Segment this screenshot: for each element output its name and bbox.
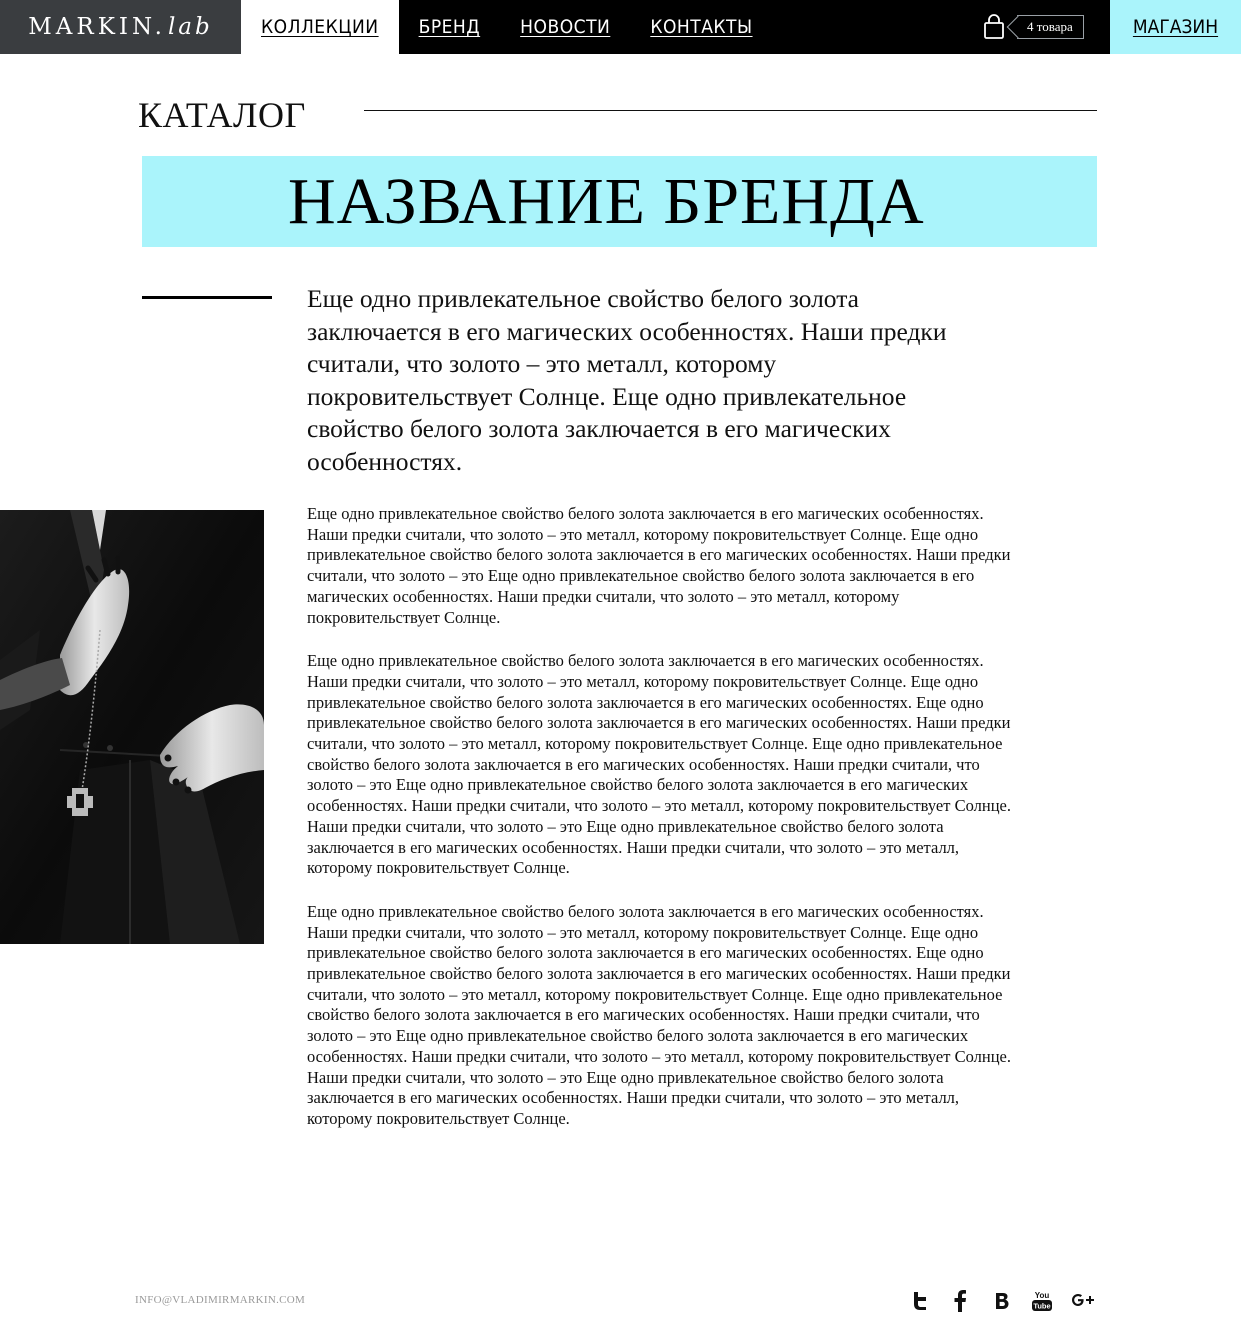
photo-illustration [0,510,264,944]
facebook-icon[interactable] [947,1288,973,1314]
shop-button[interactable]: МАГАЗИН [1110,0,1241,54]
nav-item-collections[interactable]: КОЛЛЕКЦИИ [241,0,399,54]
shopping-bag-icon [983,14,1005,40]
page-title: КАТАЛОГ [138,95,306,135]
lead-divider [142,296,272,299]
paragraph: Еще одно привлекательное свойство белого золота заключается в его магических особенностях. Наши предки считали, что золото – это металл, которому покровительствует Солнце. Еще одно привлекательное свойство белого золота заключается в его магических особенностях. Еще одно привлекательное свойство белого золота заключается в его магических особенностях. Наши предки считали, что золото – это металл, которому покровительствует Солнце. Еще одно привлекательное свойство белого золота заключается в его магических особенностях. Наши предки считали, что золото – это Еще одно привлекательное свойство белого золота заключается в его магических особенностях. Наши предки считали, что золото – это металл, которому покровительствует Солнце. Наши предки считали, что золото – это Еще одно привлекательное свойство белого золота заключается в его магических особенностях. Наши предки считали, что золото – это металл, которому покровительствует Солнце. [307,651,1011,878]
top-navigation-bar [0,0,1241,54]
paragraph: Еще одно привлекательное свойство белого золота заключается в его магических особенностях. Наши предки считали, что золото – это металл, которому покровительствует Солнце. Еще одно привлекательное свойство белого золота заключается в его магических особенностях. Наши предки считали, что золото – это Еще одно привлекательное свойство белого золота заключается в его магических особенностях. Наши предки считали, что золото – это металл, которому покровительствует Солнце. [307,504,1011,627]
google-plus-icon[interactable] [1070,1288,1096,1314]
twitter-icon[interactable] [906,1288,932,1314]
site-logo[interactable] [0,0,241,54]
lead-paragraph: Еще одно привлекательное свойство белого золота заключается в его магических особенностях. Наши предки считали, что золото – это металл, которому покровительствует Солнце. Еще одно привлекательное свойство белого золота заключается в его магических особенностях. [307,284,947,476]
nav-item-brand[interactable]: БРЕНД [418,16,481,38]
title-divider [364,110,1097,111]
nav-item-news[interactable]: НОВОСТИ [520,16,611,38]
article-body [307,504,1027,1153]
paragraph: Еще одно привлекательное свойство белого золота заключается в его магических особенностях. Наши предки считали, что золото – это металл, которому покровительствует Солнце. Еще одно привлекательное свойство белого золота заключается в его магических особенностях. Еще одно привлекательное свойство белого золота заключается в его магических особенностях. Наши предки считали, что золото – это металл, которому покровительствует Солнце. Еще одно привлекательное свойство белого золота заключается в его магических особенностях. Наши предки считали, что золото – это Еще одно привлекательное свойство белого золота заключается в его магических особенностях. Наши предки считали, что золото – это металл, которому покровительствует Солнце. Наши предки считали, что золото – это Еще одно привлекательное свойство белого золота заключается в его магических особенностях. Наши предки считали, что золото – это металл, которому покровительствует Солнце. [307,901,1011,1128]
cart-count-badge [1017,15,1084,39]
footer-email-link[interactable]: INFO@VLADIMIRMARKIN.COM [135,1294,306,1306]
logo-text: MARKIN. [28,14,166,40]
youtube-icon[interactable] [1029,1288,1055,1314]
brand-banner [142,156,1097,247]
svg-text:You: You [1034,1291,1050,1300]
main-nav [241,0,773,54]
vkontakte-icon[interactable] [989,1288,1015,1314]
logo-text-lab: lab [167,14,213,40]
svg-text:Tube: Tube [1033,1301,1051,1311]
cart-button[interactable] [983,12,1084,42]
brand-name: НАЗВАНИЕ БРЕНДА [288,165,925,238]
nav-item-contacts[interactable]: КОНТАКТЫ [650,16,753,38]
cart-count-label: 4 товара [1027,19,1073,34]
jewelry-photo [0,510,264,944]
